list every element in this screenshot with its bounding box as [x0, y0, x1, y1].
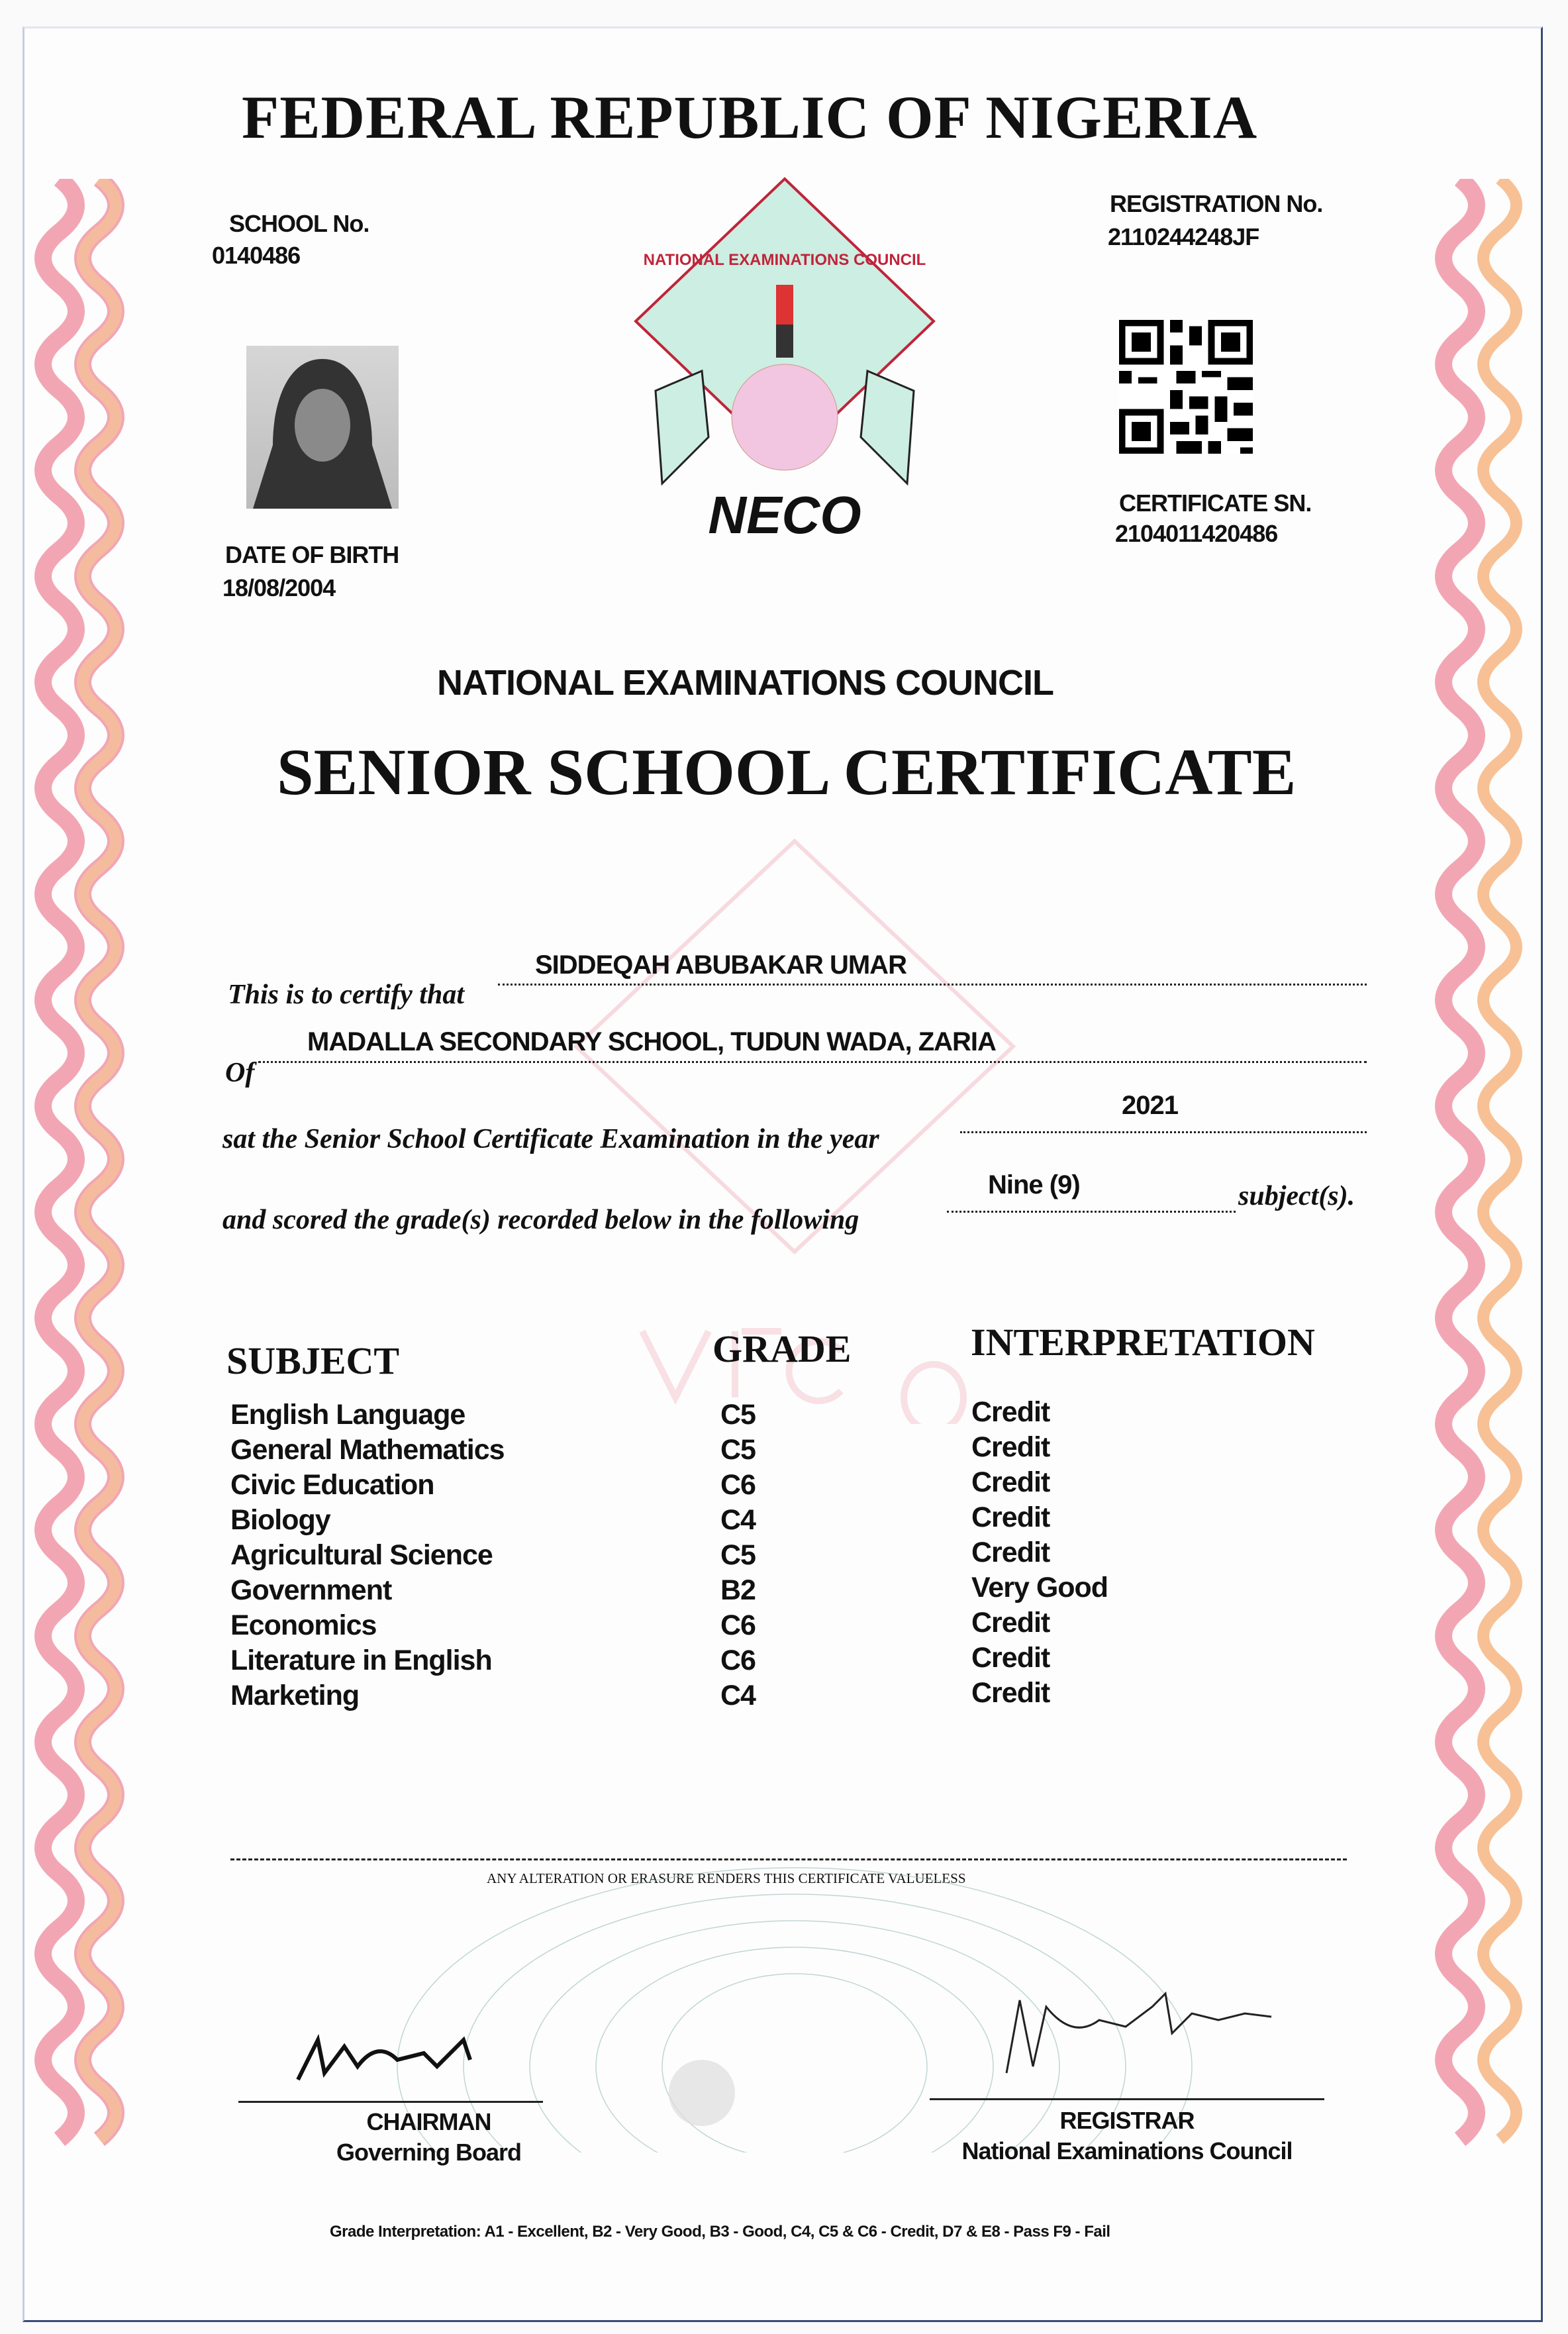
year-underline	[960, 1131, 1367, 1133]
result-subject: Literature in English	[230, 1645, 492, 1676]
result-grade: C5	[720, 1434, 756, 1466]
result-interpretation: Credit	[971, 1396, 1050, 1428]
subjects-suffix: subject(s).	[1238, 1181, 1355, 1211]
certificate-title: SENIOR SCHOOL CERTIFICATE	[277, 735, 1297, 809]
grade-header: GRADE	[712, 1327, 852, 1370]
result-grade: C5	[720, 1539, 756, 1571]
name-underline	[498, 984, 1367, 986]
qr-code	[1119, 320, 1253, 454]
result-subject: Marketing	[230, 1680, 360, 1711]
chairman-title: CHAIRMAN	[366, 2108, 491, 2135]
certificate-sn-value: 2104011420486	[1115, 520, 1278, 547]
person-silhouette-icon	[246, 346, 399, 509]
result-grade: C5	[720, 1399, 756, 1431]
certify-label: This is to certify that	[228, 980, 464, 1010]
logo-ring-text: NATIONAL EXAMINATIONS COUNCIL	[643, 251, 926, 269]
count-underline	[947, 1211, 1236, 1213]
result-interpretation: Credit	[971, 1431, 1050, 1463]
result-interpretation: Credit	[971, 1607, 1050, 1639]
result-grade: C6	[720, 1645, 756, 1676]
school-underline	[258, 1061, 1367, 1063]
result-interpretation: Credit	[971, 1466, 1050, 1498]
result-subject: General Mathematics	[230, 1434, 505, 1466]
registrar-body: National Examinations Council	[961, 2137, 1293, 2164]
registrar-title: REGISTRAR	[1059, 2107, 1195, 2134]
registration-no-label: REGISTRATION No.	[1110, 190, 1323, 217]
of-label: Of	[225, 1058, 255, 1088]
right-guilloche-border	[1434, 179, 1540, 2166]
exam-year: 2021	[1122, 1091, 1178, 1120]
scored-label: and scored the grade(s) recorded below in the following	[222, 1205, 859, 1235]
result-subject: Economics	[230, 1609, 377, 1641]
chairman-line	[238, 2101, 543, 2103]
candidate-name: SIDDEQAH ABUBAKAR UMAR	[535, 950, 906, 980]
subject-header: SUBJECT	[226, 1339, 400, 1382]
result-subject: English Language	[230, 1399, 466, 1431]
council-heading: NATIONAL EXAMINATIONS COUNCIL	[437, 663, 1054, 703]
result-grade: C4	[720, 1504, 756, 1536]
country-heading: FEDERAL REPUBLIC OF NIGERIA	[242, 83, 1258, 151]
result-grade: C6	[720, 1609, 756, 1641]
result-grade: C4	[720, 1680, 756, 1711]
chairman-signature	[291, 2013, 530, 2093]
left-guilloche-border	[33, 179, 139, 2166]
result-interpretation: Very Good	[971, 1572, 1108, 1603]
result-subject: Agricultural Science	[230, 1539, 493, 1571]
interpretation-header: INTERPRETATION	[971, 1321, 1315, 1364]
result-subject: Civic Education	[230, 1469, 434, 1501]
result-subject: Biology	[230, 1504, 330, 1536]
registrar-signature	[993, 1980, 1311, 2086]
alteration-warning: ANY ALTERATION OR ERASURE RENDERS THIS CERTIFICATE VALUELESS	[487, 1870, 966, 1886]
result-grade: B2	[720, 1574, 756, 1606]
logo-acronym: NECO	[708, 485, 861, 543]
registrar-line	[930, 2098, 1324, 2100]
chairman-body: Governing Board	[336, 2139, 522, 2166]
school-no-value: 0140486	[212, 242, 301, 269]
grade-interpretation-footer: Grade Interpretation: A1 - Excellent, B2 - Very Good, B3 - Good, C4, C5 & C6 - Credit, D7 & E8 - Pass F9 - Fail	[330, 2223, 1110, 2241]
result-interpretation: Credit	[971, 1677, 1050, 1709]
school-name: MADALLA SECONDARY SCHOOL, TUDUN WADA, ZARIA	[307, 1027, 996, 1056]
sat-label: sat the Senior School Certificate Examination in the year	[222, 1124, 879, 1154]
registration-no-value: 2110244248JF	[1108, 223, 1259, 250]
certificate-sn-label: CERTIFICATE SN.	[1119, 489, 1312, 517]
result-interpretation: Credit	[971, 1537, 1050, 1568]
result-subject: Government	[230, 1574, 392, 1606]
candidate-photo	[246, 346, 399, 509]
result-interpretation: Credit	[971, 1642, 1050, 1674]
neco-logo	[629, 172, 940, 543]
school-no-label: SCHOOL No.	[229, 210, 369, 237]
dob-value: 18/08/2004	[222, 574, 336, 601]
dob-label: DATE OF BIRTH	[225, 541, 399, 568]
result-grade: C6	[720, 1469, 756, 1501]
subject-count: Nine (9)	[988, 1170, 1080, 1199]
result-interpretation: Credit	[971, 1501, 1050, 1533]
